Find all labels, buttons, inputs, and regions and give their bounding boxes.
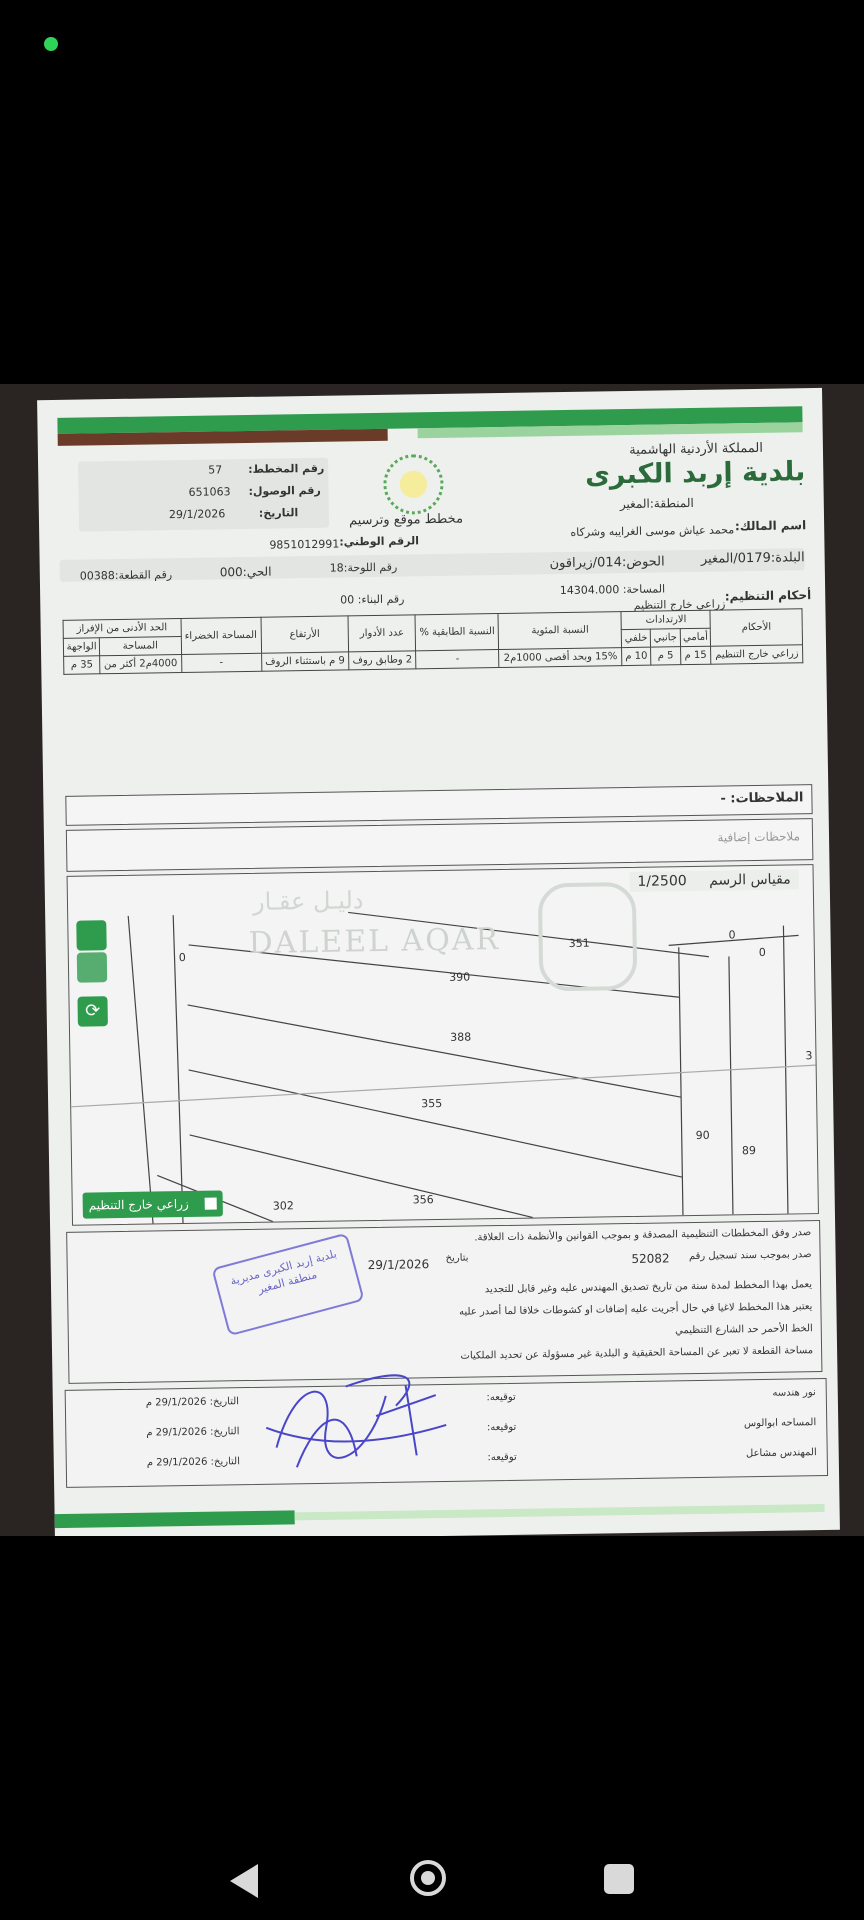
date-label: التاريخ: <box>258 506 299 520</box>
th-split-area: المساحة <box>100 637 182 656</box>
system-navigation-bar <box>0 1810 864 1920</box>
th-rear: خلفي <box>622 629 651 647</box>
th-front: أمامي <box>680 628 711 646</box>
th-percent: النسبة المئوية <box>498 612 621 650</box>
scale-box <box>629 869 799 892</box>
extra-notes-label: ملاحظات إضافية <box>717 829 801 845</box>
deed-date: 29/1/2026 <box>367 1257 430 1273</box>
signer-role: نور هندسه <box>772 1387 816 1399</box>
th-min-split: الحد الأدنى من الإفراز <box>63 619 181 639</box>
receipt-number-label: رقم الوصول: <box>248 483 321 498</box>
notes-label: الملاحظات: - <box>720 790 804 807</box>
parcel-label: 0 <box>728 928 736 942</box>
zoning-rules-table <box>63 608 804 675</box>
parcel-label: 0 <box>758 945 766 959</box>
back-icon[interactable] <box>230 1864 258 1898</box>
scale-label: مقياس الرسم 1/ <box>637 871 791 890</box>
th-floor-ratio: النسبة الطابقية % <box>415 614 499 651</box>
footer-light-band <box>295 1504 825 1520</box>
signature-label: توقيعه: <box>487 1451 517 1464</box>
cell-floor-ratio: - <box>416 650 499 669</box>
cell-side: 5 م <box>651 647 681 665</box>
condition-line-6: مساحة القطعة لا تعبر عن المساحة الحقيقية و البلدية غير مسؤولة عن تحديد الملكيات <box>460 1345 814 1362</box>
parcel-label: 390 <box>449 970 471 984</box>
national-id-value: 9851012991 <box>269 537 340 552</box>
footer-green-band <box>55 1510 295 1528</box>
th-side: جانبي <box>650 629 680 647</box>
town-field: البلدة:0179/المغير <box>700 550 805 567</box>
th-height: الأرتفاع <box>261 616 349 653</box>
signature-label: توقيعه: <box>486 1421 517 1434</box>
parcel-label: 302 <box>272 1199 294 1213</box>
signer-role: المهندس مشاعل <box>745 1447 817 1460</box>
district-field: الحي:000 <box>219 564 272 580</box>
parcel-label: 355 <box>421 1096 443 1111</box>
parcel-label: 89 <box>741 1144 757 1158</box>
plan-number-label: رقم المخطط: <box>248 461 325 476</box>
receipt-number-value: 651063 <box>188 485 231 499</box>
parcel-label: 356 <box>412 1193 434 1207</box>
th-green: المساحة الخضراء <box>181 617 262 654</box>
cell-front: 15 م <box>680 646 711 664</box>
municipality-emblem-icon <box>383 454 444 515</box>
condition-line-4: يعتبر هذا المخطط لاغيا في حال أجريت عليه إضافات او كشوطات خلافا لما أصدر عليه <box>459 1301 813 1318</box>
cell-floors: 2 وطابق روف <box>349 651 416 670</box>
building-number-field: رقم البناء: 00 <box>340 592 405 607</box>
signature-date: التاريخ: 29/1/2026 م <box>146 1426 240 1439</box>
cell-provisions: زراعي خارج التنظيم <box>711 645 803 664</box>
parcel-label: 0 <box>178 950 186 965</box>
refresh-icon[interactable]: ⟳ <box>77 996 107 1026</box>
condition-line-3: يعمل بهذا المخطط لمدة سنة من تاريخ تصديق المهندس عليه وغير قابل للتجديد <box>484 1279 813 1296</box>
board-field: رقم اللوحة:18 <box>329 560 398 575</box>
condition-line-2a: صدر بموجب سند تسجيل رقم <box>688 1249 812 1263</box>
parcel-label: 90 <box>695 1128 710 1142</box>
cell-frontage: 35 م <box>64 656 101 675</box>
area-field: المساحة: 14304.000 <box>559 582 666 598</box>
recents-icon[interactable] <box>604 1864 634 1894</box>
legend-chip[interactable] <box>83 1190 223 1218</box>
th-floors: عدد الأدوار <box>348 615 416 652</box>
condition-line-2b: بتاريخ <box>445 1252 469 1264</box>
document-photo <box>0 384 864 1536</box>
municipal-stamp: بلدية إربد الكبرى مديرية منطقة المغير <box>211 1233 364 1337</box>
signature-date: التاريخ: 29/1/2026 م <box>146 1456 241 1469</box>
zoning-title: أحكام التنظيم: <box>724 588 812 604</box>
home-icon[interactable] <box>410 1860 446 1896</box>
layer-toggle-button[interactable] <box>76 920 106 950</box>
parcel-label: 3 <box>805 1049 813 1063</box>
zoning-value: زراعي خارج التنظيم <box>633 597 726 612</box>
parcel-label: 351 <box>568 936 590 950</box>
cell-height: 9 م باستثناء الروف <box>261 652 349 671</box>
owner-label: اسم المالك: <box>734 518 807 534</box>
scale-value: 2500 <box>650 873 687 890</box>
layer-toggle-button-2[interactable] <box>77 952 107 982</box>
legend-label: زراعي خارج التنظيم <box>88 1196 189 1213</box>
signature-label: توقيعه: <box>486 1391 516 1404</box>
th-frontage: الواجهة <box>63 638 100 657</box>
th-setbacks: الارتدادات <box>621 610 710 629</box>
owner-name: محمد عياش موسى الغرايبه وشركاه <box>570 523 735 539</box>
municipality-title: بلدية إربد الكبرى <box>584 456 806 491</box>
parcel-lines <box>68 865 818 1225</box>
cell-split-area: 4000م2 أكثر من <box>100 655 182 674</box>
handwritten-signature-icon <box>255 1355 457 1478</box>
condition-line-5: الخط الأحمر حد الشارع التنظيمي <box>675 1323 813 1337</box>
document-type: مخطط موقع وترسيم <box>348 511 464 529</box>
signatures-box <box>65 1378 828 1488</box>
kingdom-title: المملكة الأردنية الهاشمية <box>629 440 764 458</box>
th-provisions: الأحكام <box>710 609 802 646</box>
date-value: 29/1/2026 <box>168 507 226 522</box>
status-indicator-dot <box>44 37 58 51</box>
watermark-english: DALEEL AQAR <box>248 922 501 961</box>
deed-number: 52082 <box>631 1251 670 1267</box>
site-plan-document <box>37 388 840 1536</box>
extra-notes-box <box>66 818 814 872</box>
basin-field: الحوض:014/زيراقون <box>549 554 665 572</box>
plan-number-value: 57 <box>208 463 223 477</box>
signature-date: التاريخ: 29/1/2026 م <box>145 1396 240 1409</box>
cell-green: - <box>181 653 261 672</box>
cell-percent: 15% وبحد أقصى 1000م2 <box>499 648 622 668</box>
parcel-label: 388 <box>450 1030 472 1044</box>
condition-line-1: صدر وفق المخططات التنظيمية المصدقة و بموجب القوانين والأنظمة ذات العلاقة. <box>474 1227 812 1244</box>
site-map[interactable] <box>67 864 819 1226</box>
cell-rear: 10 م <box>622 647 651 665</box>
watermark-arabic: دليـل عقـار <box>252 886 364 916</box>
signer-role: المساحه ابوالوس <box>743 1417 817 1430</box>
legend-checkbox-icon[interactable] <box>205 1198 217 1210</box>
region-label: المنطقة:المغير <box>619 495 694 512</box>
parcel-field: رقم القطعة:00388 <box>79 568 173 583</box>
national-id-label: الرقم الوطني: <box>339 534 420 549</box>
